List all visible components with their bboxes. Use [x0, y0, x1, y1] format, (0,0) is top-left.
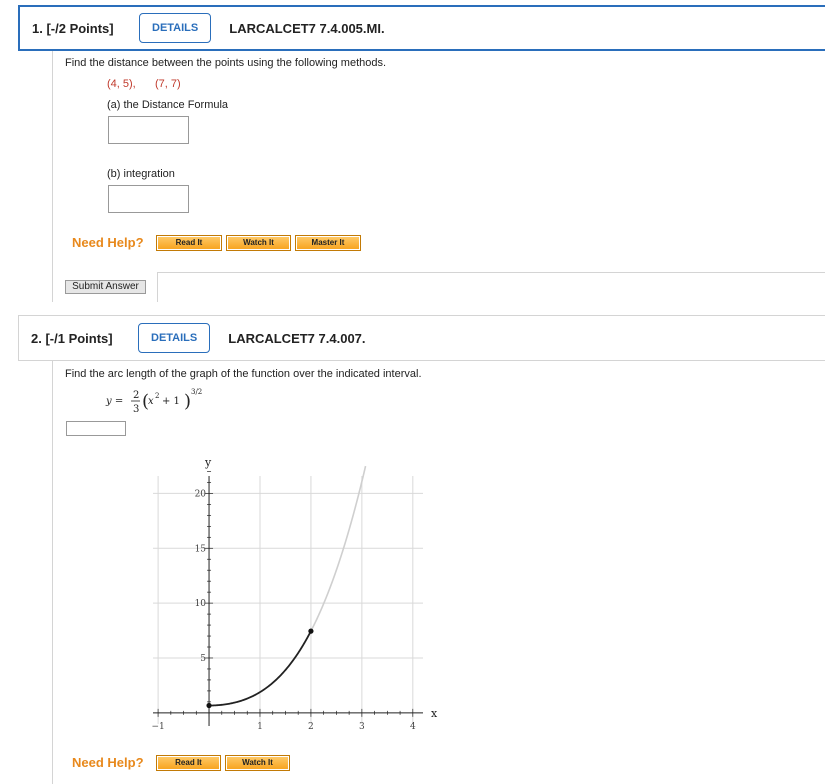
- x-tick-label: 2: [308, 721, 314, 732]
- x-tick-label: 3: [359, 721, 365, 732]
- question-1-body-border: [52, 51, 53, 302]
- question-2-need-help: Need Help?: [72, 755, 144, 770]
- question-1-code: LARCALCET7 7.4.005.MI.: [229, 20, 385, 36]
- point-1: (4, 5),: [107, 78, 136, 90]
- chart-axes: [153, 476, 423, 726]
- svg-text:): ): [184, 391, 192, 412]
- y-tick-label: 10: [194, 599, 207, 610]
- question-2-details-button[interactable]: DETAILS: [138, 323, 210, 353]
- master-it-button[interactable]: Master It: [295, 235, 361, 251]
- arc-length-answer-input[interactable]: [66, 421, 126, 436]
- question-1-need-help: Need Help?: [72, 235, 144, 250]
- formula-outer-exponent: 3/2: [191, 388, 203, 396]
- x-tick-label: −1: [151, 721, 165, 732]
- question-1-prompt: Find the distance between the points using the following methods.: [65, 57, 387, 69]
- formula-lhs: y =: [106, 396, 124, 407]
- x-tick-label: 4: [409, 721, 416, 732]
- function-formula: [102, 383, 222, 423]
- part-a-answer-input[interactable]: [108, 116, 189, 144]
- formula-frac-num: 2: [133, 390, 140, 401]
- question-2-read-it-button[interactable]: Read It: [156, 755, 221, 771]
- x-tick-label: 1: [257, 721, 263, 732]
- y-axis-label: y: [205, 456, 212, 469]
- svg-text:(: (: [142, 391, 150, 412]
- question-2-watch-it-button[interactable]: Watch It: [225, 755, 290, 771]
- formula-frac-den: 3: [133, 404, 140, 415]
- formula-inner-exponent: 2: [155, 392, 160, 400]
- y-tick-label: 5: [200, 653, 207, 664]
- question-2-code: LARCALCET7 7.4.007.: [228, 330, 366, 346]
- chart-grid: [153, 476, 423, 724]
- question-2-header: [18, 315, 825, 361]
- part-b-label: (b) integration: [107, 168, 175, 180]
- x-axis-label: x: [431, 706, 438, 720]
- function-graph: [145, 448, 445, 738]
- submit-divider: [157, 272, 825, 302]
- interval-endpoint: [206, 703, 211, 708]
- question-1-title: 1. [-/2 Points]: [32, 20, 114, 36]
- formula-inner-plus: + 1: [162, 396, 180, 407]
- submit-answer-button[interactable]: Submit Answer: [65, 280, 146, 294]
- question-2-title: 2. [-/1 Points]: [31, 330, 113, 346]
- chart-ticks: [151, 471, 415, 731]
- y-tick-label: 20: [194, 489, 207, 500]
- question-1-header: [18, 5, 825, 51]
- read-it-button[interactable]: Read It: [156, 235, 222, 251]
- formula-inner-x: x: [148, 396, 154, 407]
- y-tick-label: 15: [194, 544, 207, 555]
- chart-curves: [206, 466, 365, 708]
- watch-it-button[interactable]: Watch It: [226, 235, 291, 251]
- point-2: (7, 7): [155, 78, 181, 90]
- question-2-body-border: [52, 361, 53, 784]
- question-2-prompt: Find the arc length of the graph of the function over the indicated interval.: [65, 368, 422, 380]
- question-1-details-button[interactable]: DETAILS: [139, 13, 211, 43]
- part-a-label: (a) the Distance Formula: [107, 99, 229, 111]
- part-b-answer-input[interactable]: [108, 185, 189, 213]
- interval-endpoint: [308, 629, 313, 634]
